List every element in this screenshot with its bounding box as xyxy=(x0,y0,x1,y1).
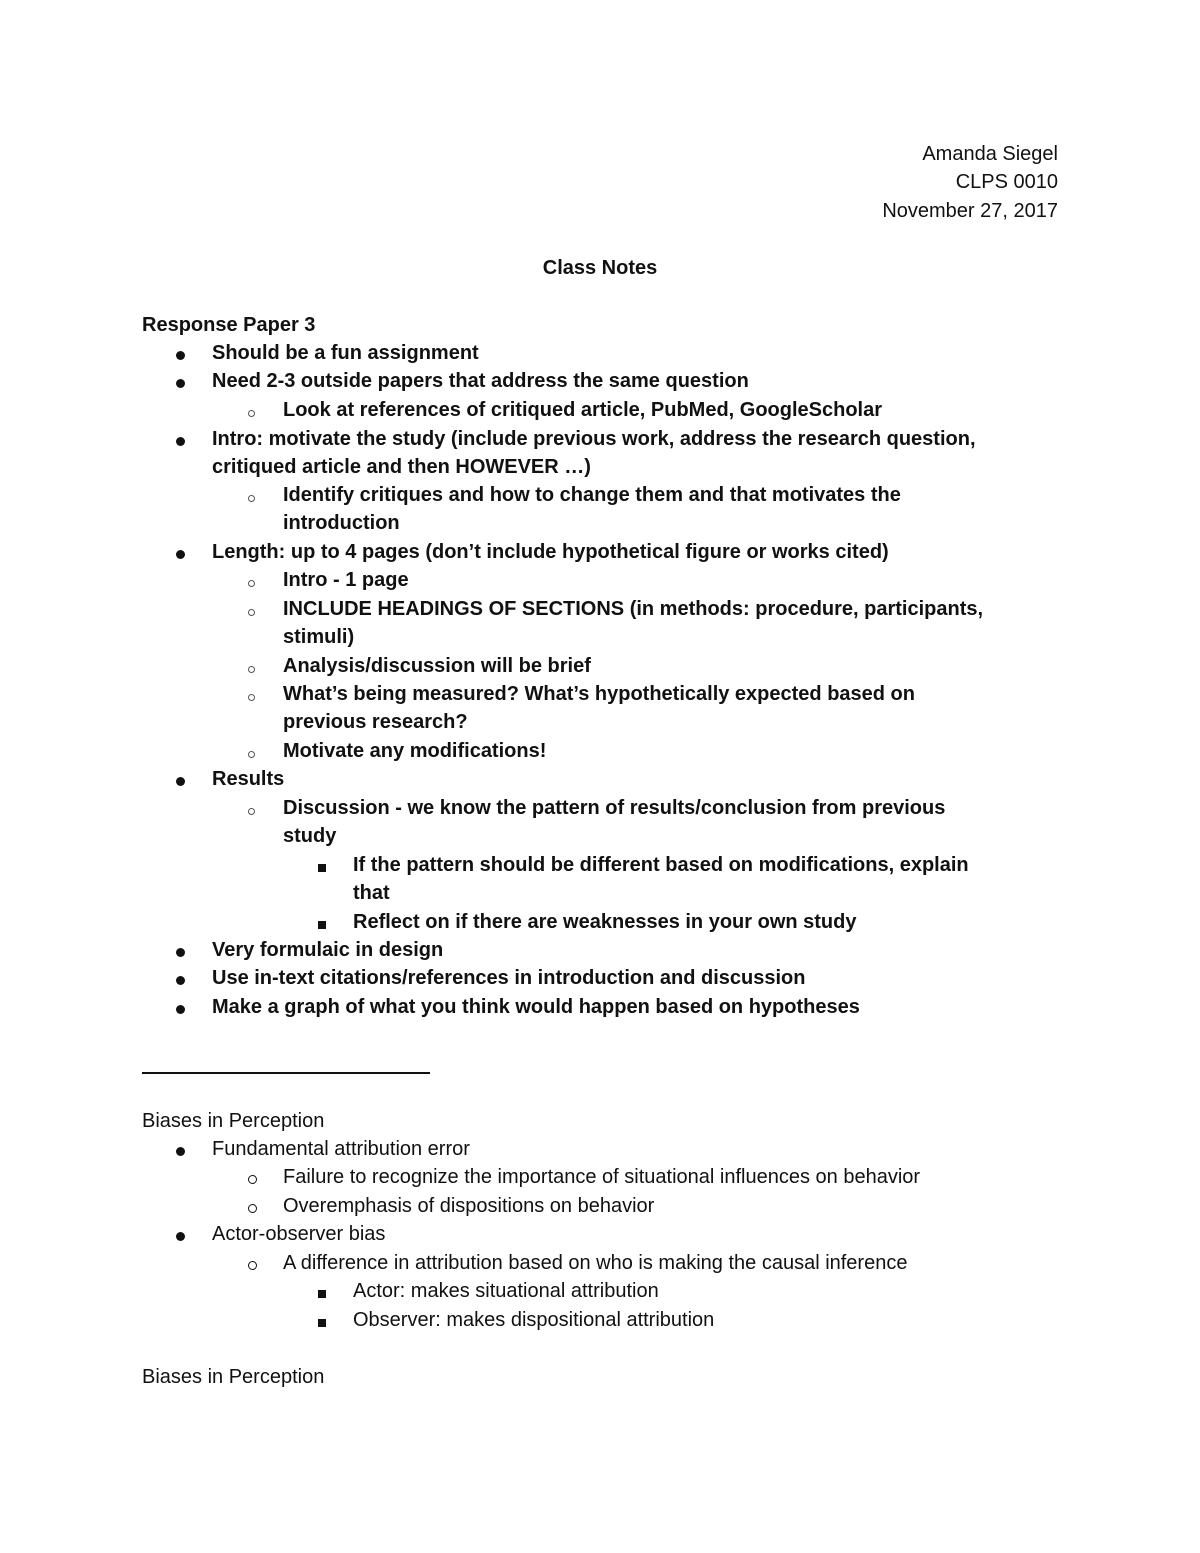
document-title: Class Notes xyxy=(542,257,658,279)
list-item: Look at references of critiqued article, PubMed, GoogleScholar xyxy=(283,399,883,421)
list-item-continuation: stimuli) xyxy=(283,626,355,648)
bullet-icon xyxy=(176,937,185,965)
square-bullet-icon xyxy=(318,909,326,937)
list-item: Identify critiques and how to change them and that motivates the xyxy=(283,484,901,506)
author-name: Amanda Siegel xyxy=(922,143,1058,165)
list-item: Intro - 1 page xyxy=(283,569,409,591)
hollow-bullet-icon xyxy=(248,1193,257,1221)
bullet-icon xyxy=(176,766,185,794)
list-item: Results xyxy=(212,768,285,790)
bullet-icon xyxy=(176,965,185,993)
list-item-continuation: that xyxy=(353,882,390,904)
bullet-icon xyxy=(176,1136,185,1164)
list-item: What’s being measured? What’s hypothetically expected based on xyxy=(283,683,915,705)
section-heading: Response Paper 3 xyxy=(142,314,316,336)
bullet-icon xyxy=(176,368,185,396)
bullet-icon xyxy=(176,994,185,1022)
list-item: Fundamental attribution error xyxy=(212,1138,470,1160)
hollow-bullet-icon xyxy=(248,1164,257,1192)
course-code: CLPS 0010 xyxy=(955,171,1058,193)
list-item: Need 2-3 outside papers that address the same question xyxy=(212,370,749,392)
list-item: Actor-observer bias xyxy=(212,1223,386,1245)
list-item: Actor: makes situational attribution xyxy=(353,1280,659,1302)
hollow-bullet-icon xyxy=(248,653,255,681)
square-bullet-icon xyxy=(318,1278,326,1306)
list-item: Make a graph of what you think would happen based on hypotheses xyxy=(212,996,860,1018)
list-item: A difference in attribution based on who is making the causal inference xyxy=(283,1252,908,1274)
hollow-bullet-icon xyxy=(248,681,255,709)
list-item-continuation: introduction xyxy=(283,512,400,534)
square-bullet-icon xyxy=(318,852,326,880)
bullet-icon xyxy=(176,426,185,454)
hollow-bullet-icon xyxy=(248,567,255,595)
list-item: Reflect on if there are weaknesses in your own study xyxy=(353,911,857,933)
horizontal-divider xyxy=(142,1072,430,1074)
list-item: Intro: motivate the study (include previous work, address the research question, xyxy=(212,428,976,450)
bullet-icon xyxy=(176,1221,185,1249)
hollow-bullet-icon xyxy=(248,397,255,425)
bullet-icon xyxy=(176,539,185,567)
list-item-continuation: previous research? xyxy=(283,711,468,733)
hollow-bullet-icon xyxy=(248,1250,257,1278)
list-item: Discussion - we know the pattern of results/conclusion from previous xyxy=(283,797,946,819)
hollow-bullet-icon xyxy=(248,795,255,823)
section-heading: Biases in Perception xyxy=(142,1366,325,1388)
list-item: Length: up to 4 pages (don’t include hypothetical figure or works cited) xyxy=(212,541,889,563)
list-item: INCLUDE HEADINGS OF SECTIONS (in methods: procedure, participants, xyxy=(283,598,984,620)
list-item-continuation: critiqued article and then HOWEVER …) xyxy=(212,456,591,478)
list-item: Motivate any modifications! xyxy=(283,740,547,762)
hollow-bullet-icon xyxy=(248,482,255,510)
list-item: If the pattern should be different based on modifications, explain xyxy=(353,854,969,876)
list-item: Observer: makes dispositional attribution xyxy=(353,1309,715,1331)
section-heading: Biases in Perception xyxy=(142,1110,325,1132)
list-item: Very formulaic in design xyxy=(212,939,444,961)
list-item: Analysis/discussion will be brief xyxy=(283,655,591,677)
hollow-bullet-icon xyxy=(248,596,255,624)
hollow-bullet-icon xyxy=(248,738,255,766)
list-item: Overemphasis of dispositions on behavior xyxy=(283,1195,655,1217)
list-item: Failure to recognize the importance of situational influences on behavior xyxy=(283,1166,921,1188)
square-bullet-icon xyxy=(318,1307,326,1335)
list-item-continuation: study xyxy=(283,825,337,847)
list-item: Should be a fun assignment xyxy=(212,342,479,364)
bullet-icon xyxy=(176,340,185,368)
list-item: Use in-text citations/references in introduction and discussion xyxy=(212,967,806,989)
document-date: November 27, 2017 xyxy=(882,200,1058,222)
